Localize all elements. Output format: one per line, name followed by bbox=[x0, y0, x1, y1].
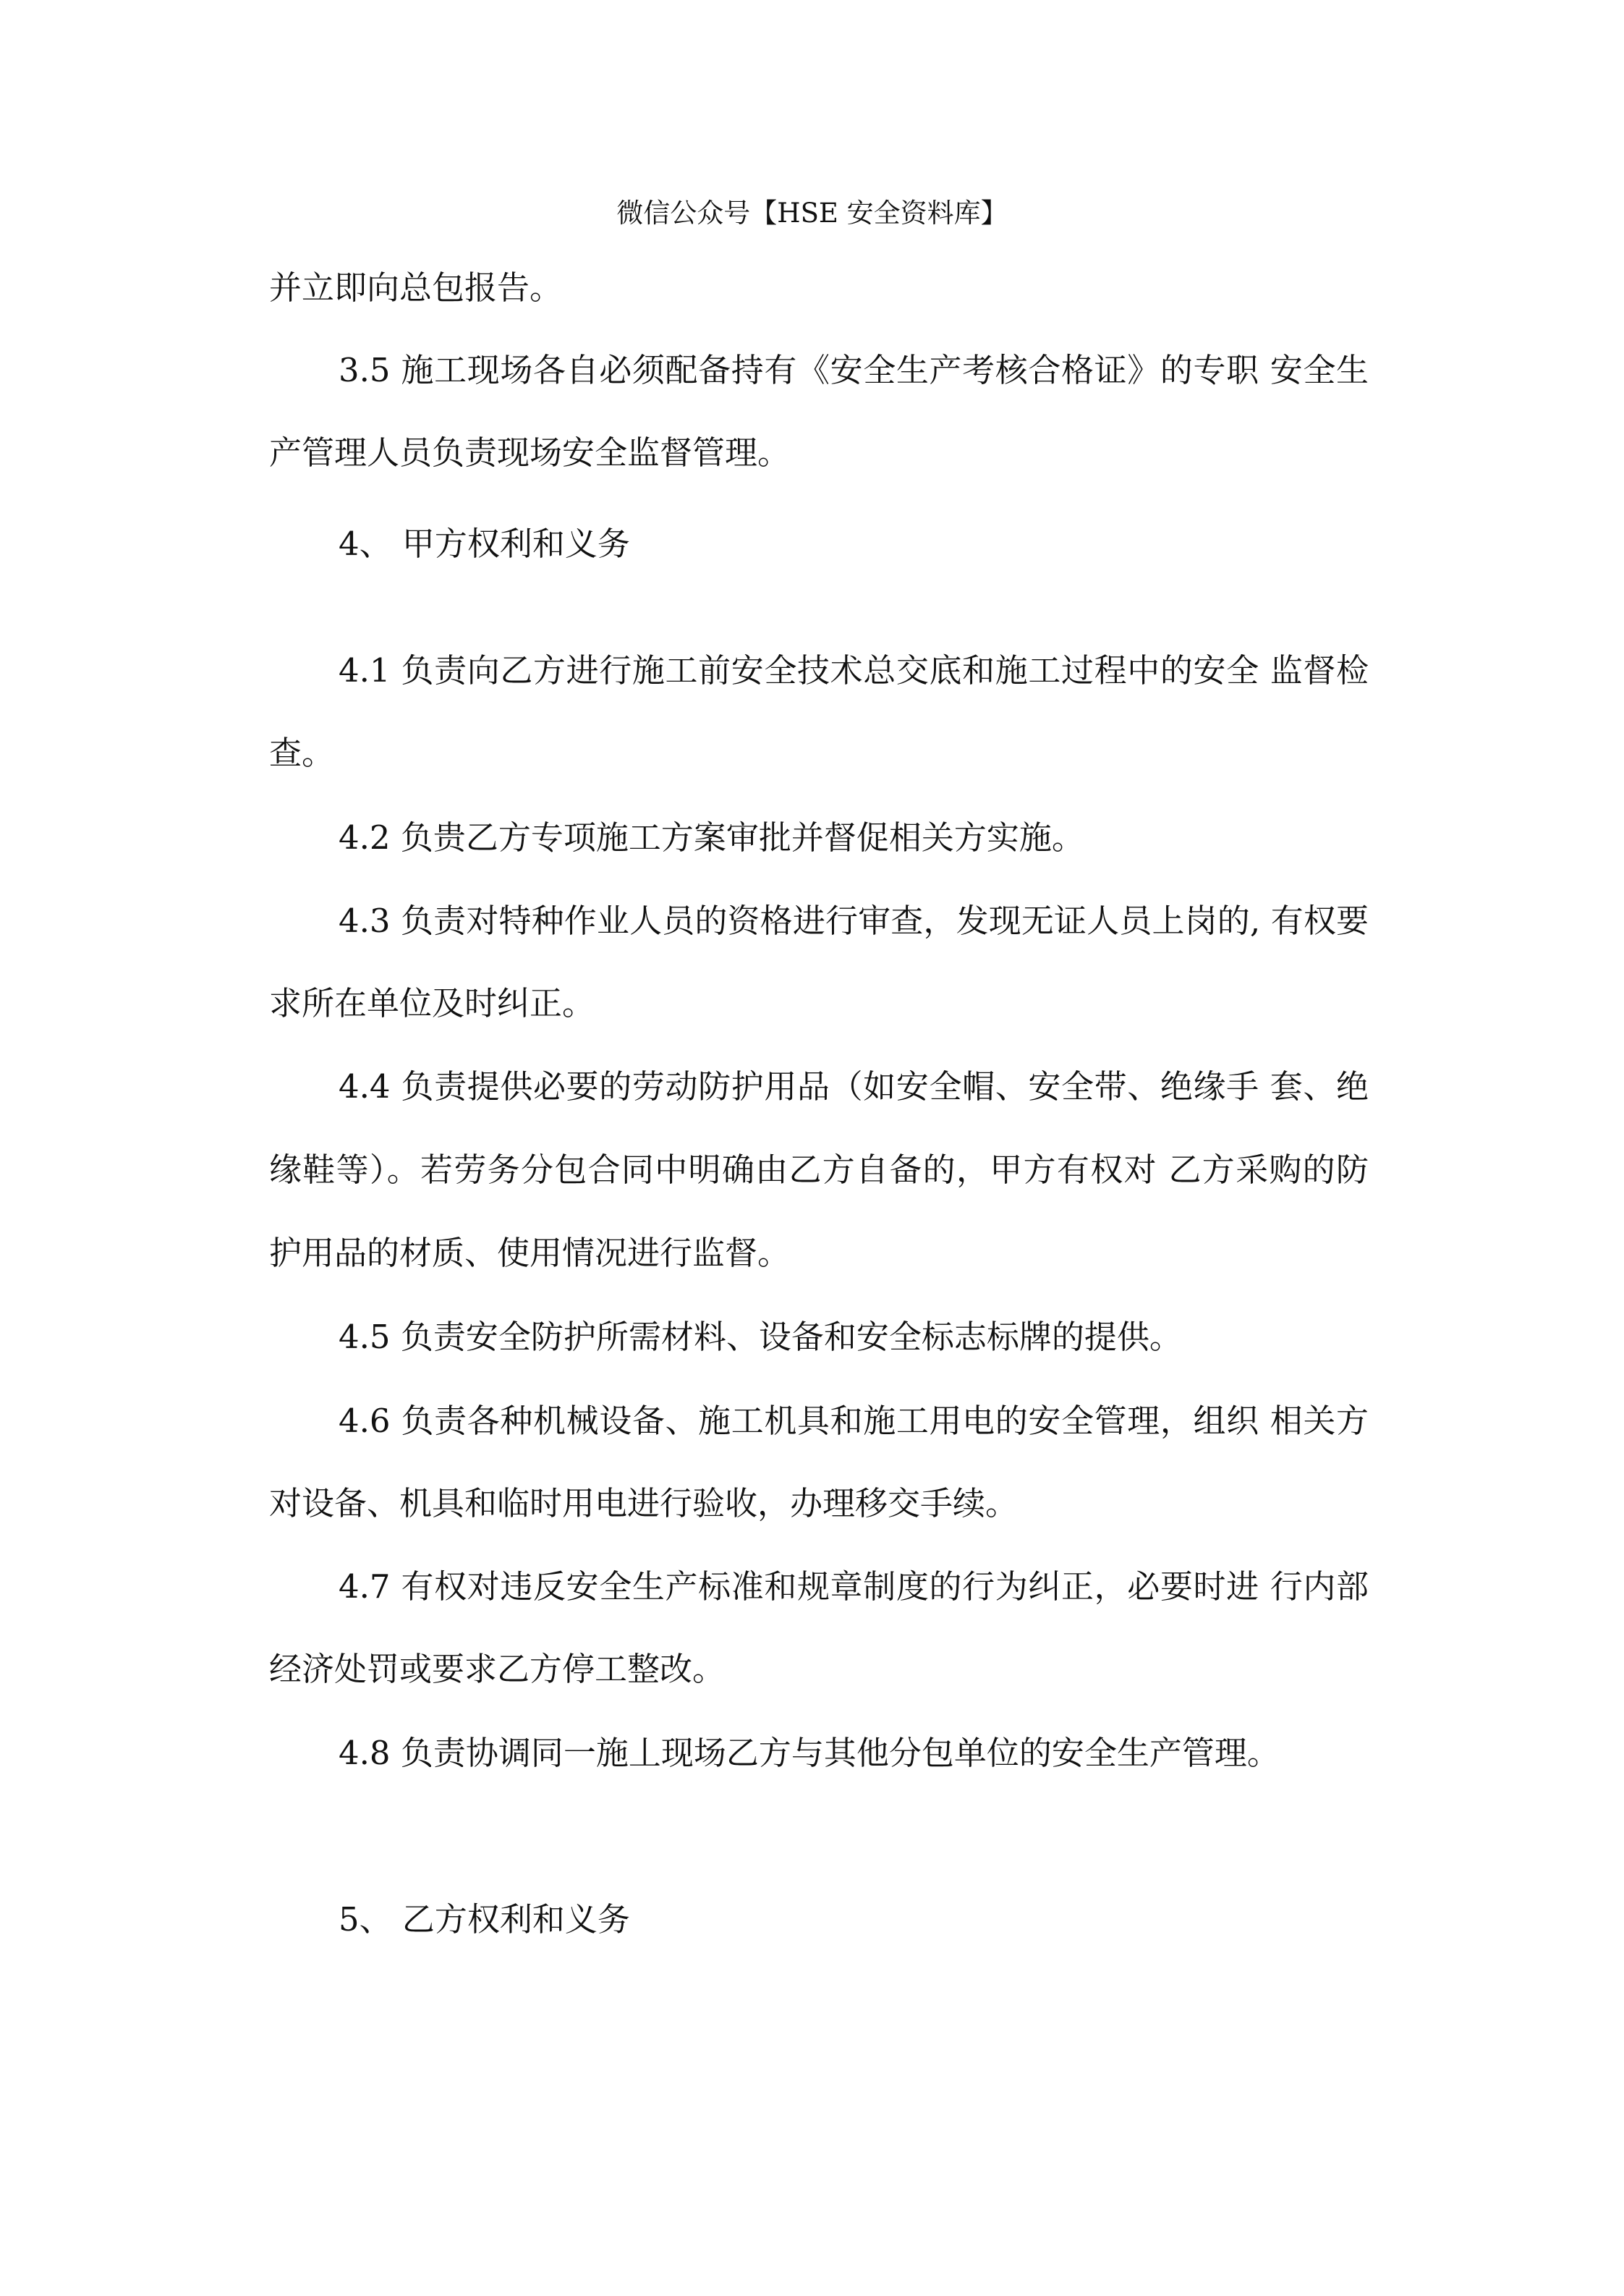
text-line: 4.7 有权对违反安全生产标准和规章制度的行为纠正，必要时进 行内部 bbox=[339, 1567, 1369, 1606]
section-heading: 5、 乙方权利和义务 bbox=[339, 1900, 630, 1939]
text-line: 4.5 负责安全防护所需材料、设备和安全标志标牌的提供。 bbox=[339, 1318, 1182, 1356]
text-line: 产管理人员负责现场安全监督管理。 bbox=[269, 433, 791, 472]
page-header: 微信公众号【HSE 安全资料库】 bbox=[616, 198, 1008, 229]
text-line: 护用品的材质、使用情况进行监督。 bbox=[269, 1234, 791, 1272]
text-line: 4.2 负贵乙方专项施工方案审批并督促相关方实施。 bbox=[339, 818, 1084, 857]
section-heading: 4、 甲方权利和义务 bbox=[339, 525, 630, 563]
text-line: 4.6 负责各种机械设备、施工机具和施工用电的安全管理，组织 相关方 bbox=[339, 1402, 1369, 1440]
text-line: 经济处罚或要求乙方停工整改。 bbox=[269, 1650, 726, 1688]
text-line: 查。 bbox=[269, 734, 335, 772]
text-line: 求所在单位及时纠正。 bbox=[269, 984, 595, 1022]
text-line: 4.8 负责协调同一施丄现场乙方与其他分包单位的安全生产管理。 bbox=[339, 1734, 1280, 1772]
text-line: 4.1 负责向乙方进行施工前安全技术总交底和施工过程中的安全 监督检 bbox=[339, 651, 1369, 690]
text-line: 缘鞋等）。若劳务分包合同中明确由乙方自备的，甲方有权对 乙方采购的防 bbox=[269, 1151, 1369, 1189]
text-line: 并立即向总包报告。 bbox=[269, 268, 563, 307]
text-line: 4.4 负责提供必要的劳动防护用品（如安全帽、安全带、绝缘手 套、绝 bbox=[339, 1067, 1369, 1106]
text-line: 3.5 施工现场各自必须配备持有《安全生产考核合格证》的专职 安全生 bbox=[339, 351, 1369, 389]
text-line: 4.3 负责对特种作业人员的资格进行审查，发现无证人员上岗的, 有权要 bbox=[339, 902, 1369, 940]
text-line: 对设备、机具和临时用电进行验收，办理移交手续。 bbox=[269, 1484, 1019, 1522]
